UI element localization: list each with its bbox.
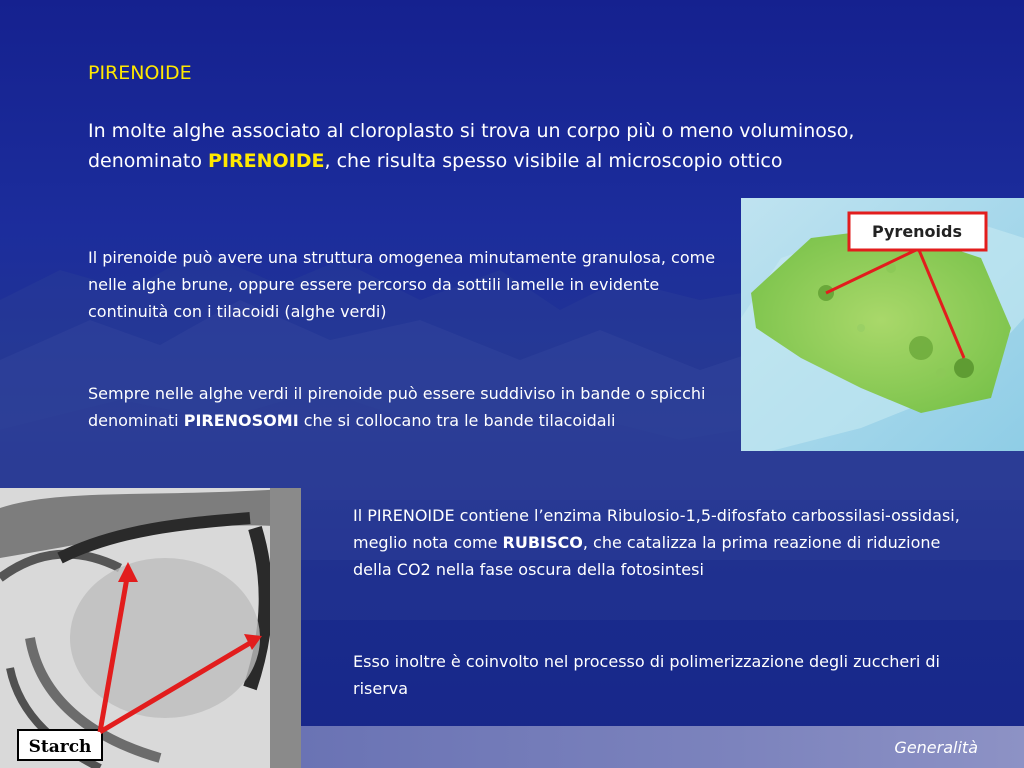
pyrenosomes-paragraph: [88, 380, 720, 434]
slide-title: PIRENOIDE: [88, 62, 192, 84]
intro-highlight: PIRENOIDE: [208, 150, 325, 172]
rubisco-term: RUBISCO: [502, 533, 583, 552]
starch-micrograph: [0, 488, 301, 768]
pyrenosomes-text-b: che si collocano tra le bande tilacoidali: [298, 411, 616, 430]
pyrenosomes-term: PIRENOSOMI: [183, 411, 299, 430]
reserve-sugars-paragraph: Esso inoltre è coinvolto nel processo di polimerizzazione degli zuccheri di riserva: [353, 652, 940, 698]
pyrenoid-structure-paragraph: Il pirenoide può avere una struttura omogenea minutamente granulosa, come nelle alghe brune, oppure essere percorso da sottili lamelle in evidente continuità con i tilacoidi (alghe verdi): [88, 248, 716, 321]
rubisco-paragraph: [353, 502, 983, 583]
intro-paragraph: [88, 116, 878, 176]
pyrenoids-micrograph: [741, 198, 1024, 451]
pyrenosomes-text-a: Sempre nelle alghe verdi il pirenoide può essere suddiviso in bande o spicchi denominati: [88, 384, 706, 430]
intro-text-b: , che risulta spesso visibile al microscopio ottico: [324, 150, 783, 172]
rubisco-text-a: Il PIRENOIDE contiene l’enzima Ribulosio-1,5-difosfato carbossilasi-ossidasi, meglio nota come: [353, 506, 960, 552]
intro-text-a: In molte alghe associato al cloroplasto si trova un corpo più o meno voluminoso, denominato: [88, 120, 855, 172]
footer-section-label: Generalità: [894, 738, 978, 757]
starch-label: Starch: [28, 737, 92, 757]
rubisco-text-b: , che catalizza la prima reazione di riduzione della CO2 nella fase oscura della fotosintesi: [353, 533, 941, 579]
pyrenoids-label: Pyrenoids: [871, 222, 963, 241]
